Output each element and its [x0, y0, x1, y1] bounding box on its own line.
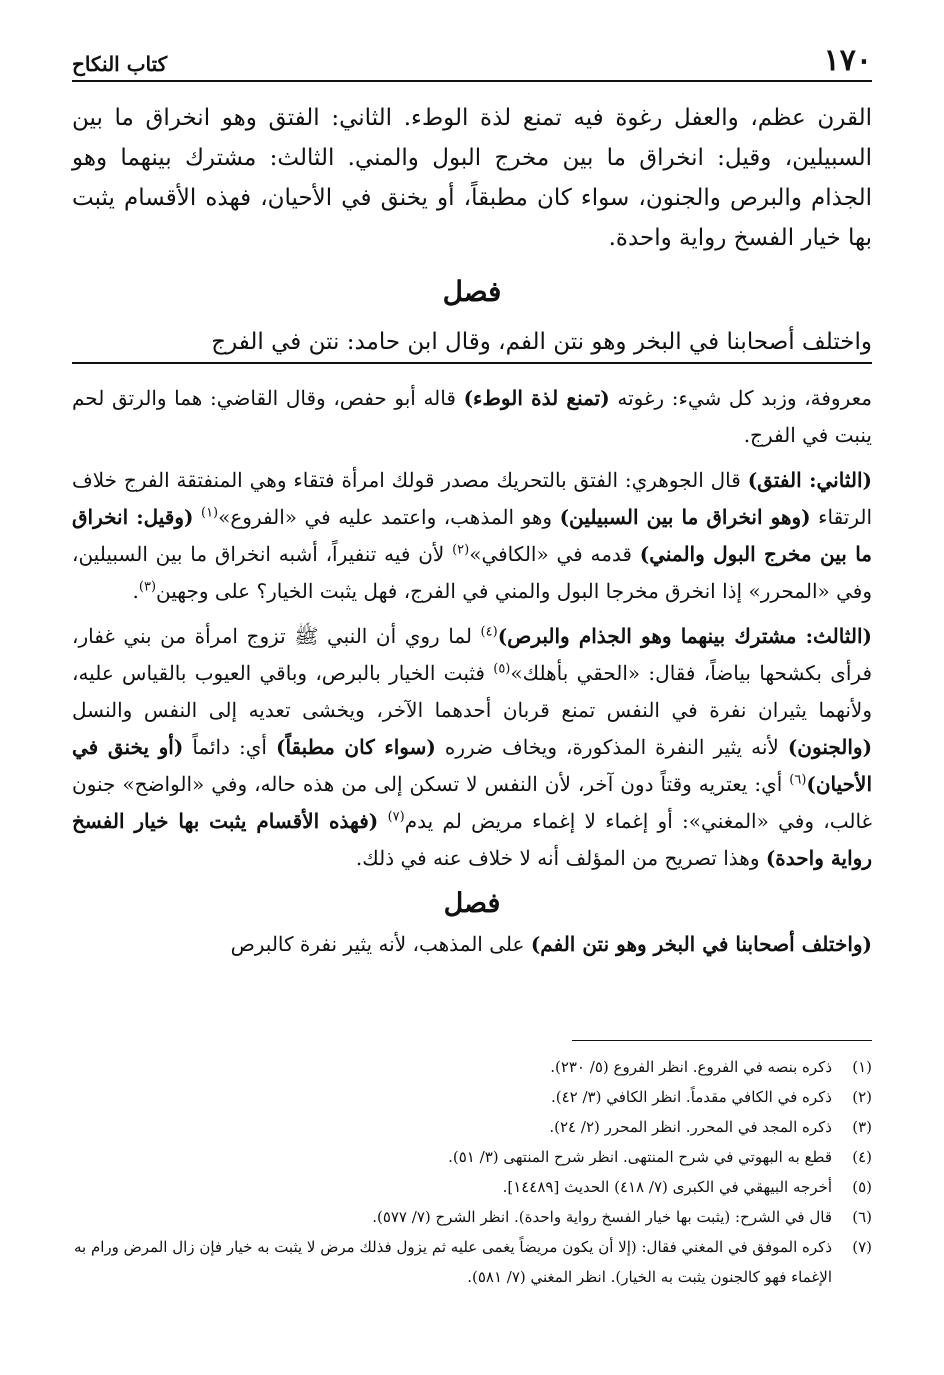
commentary-paragraph	[72, 380, 872, 454]
commentary-text-run: قاله أبو حفص، وقال القاضي: هما والرتق لحم ينبت في الفرج.	[72, 386, 872, 447]
commentary-text-run: أي: يعتريه وقتاً دون آخر، لأن النفس لا تسكن إلى من هذه حاله، وفي «الواضح» جنون غالب، وفي «المغني»: أو إغماء لا إغماء مريض لم يدم	[72, 772, 872, 833]
quoted-matn: (تمنع لذة الوطء)	[463, 386, 610, 410]
commentary-paragraph	[72, 926, 872, 963]
footnote-ref[interactable]: (٣)	[138, 579, 157, 595]
footnote-text: ذكره في الكافي مقدماً. انظر الكافي (٣/ ٤٢).	[550, 1088, 832, 1106]
commentary-text	[72, 380, 872, 971]
commentary-text-run: .	[132, 579, 139, 603]
footnotes	[72, 1052, 872, 1292]
quoted-matn: (والجنون)	[787, 735, 873, 759]
footnote	[72, 1172, 872, 1202]
quoted-matn: (الثالث: مشترك بينهما وهو الجذام والبرص)	[497, 624, 873, 648]
footnote-text: قال في الشرح: (يثبت بها خيار الفسخ رواية واحدة). انظر الشرح (٧/ ٥٧٧).	[372, 1208, 832, 1226]
quoted-matn: (أو يخنق في الأحيان)	[72, 735, 873, 796]
quoted-matn: (وقيل: انخراق ما بين مخرج البول والمني)	[72, 505, 872, 566]
footnote-number: (٧)	[852, 1238, 872, 1256]
footnote-number: (٢)	[852, 1088, 872, 1106]
footnote	[72, 1082, 872, 1112]
commentary-text-run: وهو المذهب، واعتمد عليه في «الفروع»	[218, 505, 553, 529]
commentary-text-run: قال الجوهري: الفتق بالتحريك مصدر قولك امرأة فتقاء وهي المنفتقة الفرج خلاف الرتقاء	[72, 468, 873, 529]
footnote-text: ذكره المجد في المحرر. انظر المحرر (٢/ ٢٤).	[549, 1118, 832, 1136]
commentary-text-run: معروفة، وزبد كل شيء: رغوته	[617, 386, 872, 410]
footnote-separator	[572, 1040, 872, 1041]
footnote	[72, 1142, 872, 1172]
main-text	[72, 98, 872, 362]
commentary-text-run: قدمه في «الكافي»	[469, 542, 632, 566]
footnote-number: (٥)	[852, 1178, 872, 1196]
quoted-matn: (الثاني: الفتق)	[747, 468, 872, 492]
footnote-ref[interactable]: (٤)	[480, 624, 498, 640]
footnote-ref[interactable]: (٢)	[452, 542, 470, 558]
footnote-text: أخرجه البيهقي في الكبرى (٧/ ٤١٨) الحديث [١٤٤٨٩].	[502, 1178, 832, 1196]
footnote-ref[interactable]: (٥)	[493, 661, 511, 677]
commentary-paragraph	[72, 618, 872, 877]
footnote-text: ذكره بنصه في الفروع. انظر الفروع (٥/ ٢٣٠).	[550, 1058, 832, 1076]
commentary-paragraph	[72, 462, 872, 610]
footnote-ref[interactable]: (٦)	[789, 772, 807, 788]
running-title: كتاب النكاح	[72, 52, 168, 76]
footnote-number: (٦)	[852, 1208, 872, 1226]
quoted-matn: (سواء كان مطبقاً)	[275, 735, 436, 759]
section-heading: فصل	[442, 275, 502, 308]
footnote	[72, 1202, 872, 1232]
matn-paragraph: القرن عظم، والعفل رغوة فيه تمنع لذة الوطء. الثاني: الفتق وهو انخراق ما بين السبيلين، وقيل: انخراق ما بين مخرج البول والمني. الثالث: مشترك بينهما وهو الجذام والبرص والجنون، سواء كان مطبقاً، أو يخنق في الأحيان، فهذه الأقسام يثبت بها خيار الفسخ رواية واحدة.	[72, 105, 872, 251]
section-heading: فصل	[443, 888, 501, 919]
quoted-matn: (وهو انخراق ما بين السبيلين)	[559, 505, 811, 529]
commentary-text-run: لأنه يثير النفرة المذكورة، ويخاف ضرره	[444, 735, 779, 759]
commentary-text-run: لأن فيه تنفيراً، أشبه انخراق ما بين السبيلين، وفي «المحرر» إذا انخرق مخرجا البول والمني في الفرج، فهل يثبت الخيار؟ على وجهين	[72, 542, 872, 603]
commentary-text-run: لما روي أن النبي ﷺ تزوج امرأة من بني غفار، فرأى بكشحها بياضاً، فقال: «الحقي بأهلك»	[72, 624, 872, 685]
commentary-text-run: على المذهب، لأنه يثير نفرة كالبرص	[230, 932, 525, 956]
commentary-text-run: فثبت الخيار بالبرص، وباقي العيوب بالقياس عليه، ولأنهما يثيران نفرة في النفس تمنع قربان أحدهما الآخر، ويخشى تعديه إلى النفس والنسل	[72, 661, 872, 722]
footnote-number: (١)	[852, 1058, 872, 1076]
footnote-number: (٣)	[852, 1118, 872, 1136]
footnote	[72, 1232, 872, 1292]
page-header	[72, 32, 872, 82]
separator-line	[72, 362, 872, 364]
commentary-text-run: وهذا تصريح من المؤلف أنه لا خلاف عنه في ذلك.	[355, 846, 760, 870]
page-number: ١٧٠	[823, 43, 872, 78]
quoted-matn: (واختلف أصحابنا في البخر وهو نتن الفم)	[530, 932, 872, 956]
quoted-matn: (فهذه الأقسام يثبت بها خيار الفسخ رواية واحدة)	[72, 809, 872, 870]
matn-paragraph: واختلف أصحابنا في البخر وهو نتن الفم، وقال ابن حامد: نتن في الفرج	[211, 329, 872, 355]
footnote-text: ذكره الموفق في المغني فقال: (إلا أن يكون مريضاً يغمى عليه ثم يزول فذلك مرض لا يثبت به خيار فإن زال المرض ورام به الإغماء فهو كالجنون يثبت به الخيار). انظر المغني (٧/ ٥٨١).	[73, 1238, 832, 1286]
footnote	[72, 1112, 872, 1142]
commentary-text-run: أي: دائماً	[192, 735, 267, 759]
footnote	[72, 1052, 872, 1082]
footnote-number: (٤)	[852, 1148, 872, 1166]
footnote-ref[interactable]: (٧)	[387, 809, 405, 825]
footnote-ref[interactable]: (١)	[200, 505, 219, 521]
footnote-text: قطع به البهوتي في شرح المنتهى. انظر شرح المنتهى (٣/ ٥١).	[448, 1148, 832, 1166]
